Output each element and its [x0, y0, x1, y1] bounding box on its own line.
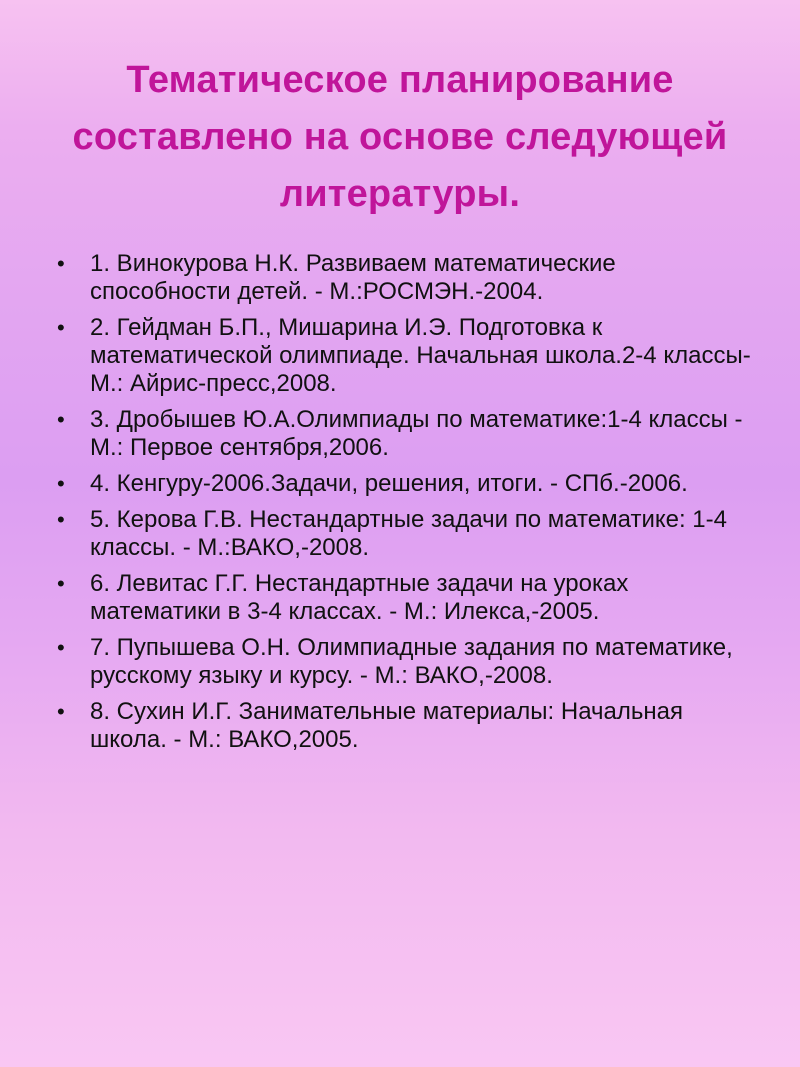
bullet-icon: •: [57, 315, 65, 340]
bullet-icon: •: [57, 407, 65, 432]
bullet-icon: •: [57, 251, 65, 276]
list-item: [0, 406, 780, 462]
list-item: [0, 470, 780, 498]
list-item-text: 7. Пупышева О.Н. Олимпиадные задания по математике, русскому языку и курсу. - М.: ВАКО,-2008.: [90, 634, 733, 689]
list-item-text: 8. Сухин И.Г. Занимательные материалы: Начальная школа. - М.: ВАКО,2005.: [90, 698, 683, 753]
list-item-text: 5. Керова Г.В. Нестандартные задачи по математике: 1-4 классы. - М.:ВАКО,-2008.: [90, 506, 727, 561]
list-item-text: 6. Левитас Г.Г. Нестандартные задачи на уроках математики в 3-4 классах. - М.: Илекса,-2005.: [90, 570, 629, 625]
list-item-text: 2. Гейдман Б.П., Мишарина И.Э. Подготовка к математической олимпиаде. Начальная школа.2-4 классы-М.: Айрис-пресс,2008.: [90, 314, 751, 397]
list-item: [0, 634, 780, 690]
bibliography-list: [0, 250, 780, 762]
bullet-icon: •: [57, 471, 65, 496]
bullet-icon: •: [57, 699, 65, 724]
bullet-icon: •: [57, 507, 65, 532]
list-item-text: 3. Дробышев Ю.А.Олимпиады по математике:1-4 классы - М.: Первое сентября,2006.: [90, 406, 743, 461]
list-item: [0, 698, 780, 754]
list-item: [0, 570, 780, 626]
slide-title: Тематическое планирование составлено на основе следующей литературы.: [72, 59, 728, 215]
list-item: [0, 506, 780, 562]
list-item-text: 1. Винокурова Н.К. Развиваем математические способности детей. - М.:РОСМЭН.-2004.: [90, 250, 616, 305]
list-item: [0, 250, 780, 306]
list-item-text: 4. Кенгуру-2006.Задачи, решения, итоги. - СПб.-2006.: [90, 470, 688, 497]
bullet-icon: •: [57, 571, 65, 596]
bullet-icon: •: [57, 635, 65, 660]
list-item: [0, 314, 780, 398]
